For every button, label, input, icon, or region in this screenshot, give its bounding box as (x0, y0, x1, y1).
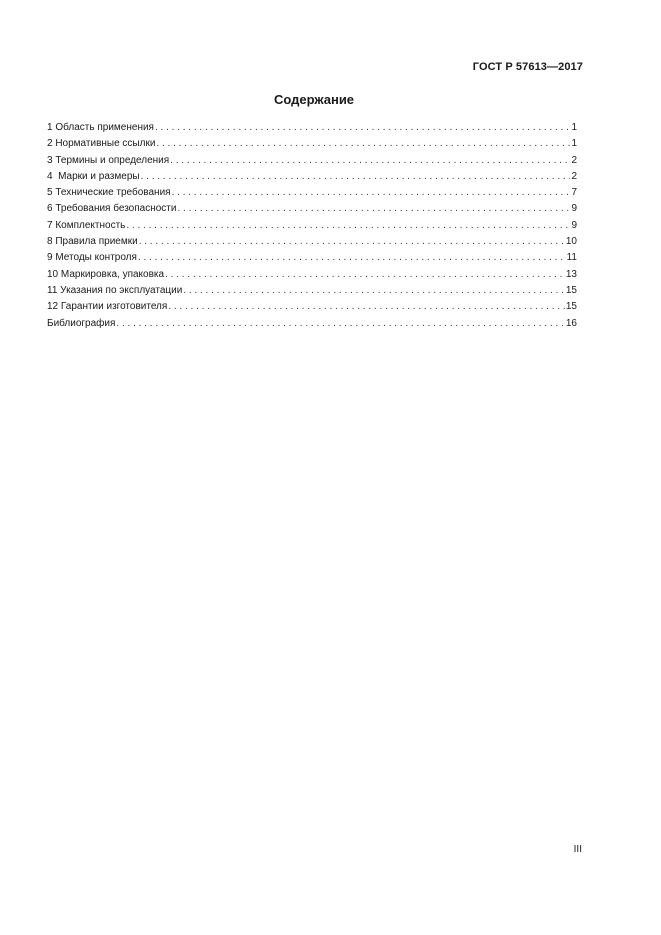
toc-item-label: 11 Указания по эксплуатации (47, 284, 183, 296)
toc-item-label: 10 Маркировка, упаковка (47, 268, 165, 280)
toc-item-page: 16 (565, 317, 577, 329)
toc-item[interactable] (47, 316, 577, 332)
toc-item-label: 8 Правила приемки (47, 236, 138, 248)
toc-item-label: 9 Методы контроля (47, 252, 137, 264)
toc-item[interactable] (47, 218, 577, 234)
toc-leader-dots (165, 267, 565, 283)
toc-item-label: 7 Комплектность (47, 219, 126, 231)
toc-leader-dots (183, 283, 565, 299)
toc-item-page: 9 (571, 219, 577, 231)
toc-item[interactable] (47, 153, 577, 169)
toc-leader-dots (170, 153, 570, 169)
toc-item[interactable] (47, 234, 577, 250)
toc-leader-dots (126, 218, 570, 234)
toc-item-label: 1 Область применения (47, 122, 154, 133)
toc-leader-dots (116, 316, 564, 332)
toc-title: Содержание (273, 92, 355, 107)
toc-item-page: 2 (571, 170, 577, 182)
toc-item[interactable] (47, 136, 577, 152)
toc-leader-dots (141, 169, 571, 185)
toc-leader-dots (172, 185, 571, 201)
toc-item-page: 7 (571, 187, 577, 199)
toc-item[interactable] (47, 201, 577, 217)
toc-item-label: 12 Гарантии изготовителя (47, 301, 168, 313)
toc-leader-dots (138, 250, 566, 266)
toc-item-label: 2 Нормативные ссылки (47, 138, 156, 150)
toc-item[interactable] (47, 169, 577, 185)
document-code: ГОСТ Р 57613—2017 (472, 61, 583, 73)
toc-item-label: 5 Технические требования (47, 187, 171, 199)
toc-item-label: 6 Требования безопасности (47, 203, 177, 215)
toc-leader-dots (155, 120, 570, 136)
toc-item-label: 4 Марки и размеры (47, 170, 140, 182)
toc-leader-dots (177, 201, 570, 217)
toc-item-page: 1 (571, 122, 577, 133)
page-number: III (573, 844, 582, 855)
toc-item-page: 15 (565, 301, 577, 313)
toc-item[interactable] (47, 250, 577, 266)
table-of-contents (47, 120, 577, 332)
toc-item-page: 10 (565, 236, 577, 248)
toc-item-page: 11 (566, 252, 577, 264)
toc-item-page: 1 (571, 138, 577, 150)
toc-item[interactable] (47, 185, 577, 201)
toc-item[interactable] (47, 283, 577, 299)
toc-item-label: 3 Термины и определения (47, 154, 170, 166)
toc-item[interactable] (47, 267, 577, 283)
toc-leader-dots (156, 136, 570, 152)
toc-item-page: 15 (565, 284, 577, 296)
toc-leader-dots (168, 299, 565, 315)
toc-item[interactable] (47, 299, 577, 315)
toc-item-page: 13 (565, 268, 577, 280)
toc-item-page: 2 (571, 154, 577, 166)
toc-leader-dots (139, 234, 565, 250)
toc-item-label: Библиография (47, 317, 116, 329)
toc-item[interactable] (47, 120, 577, 136)
toc-item-page: 9 (571, 203, 577, 215)
